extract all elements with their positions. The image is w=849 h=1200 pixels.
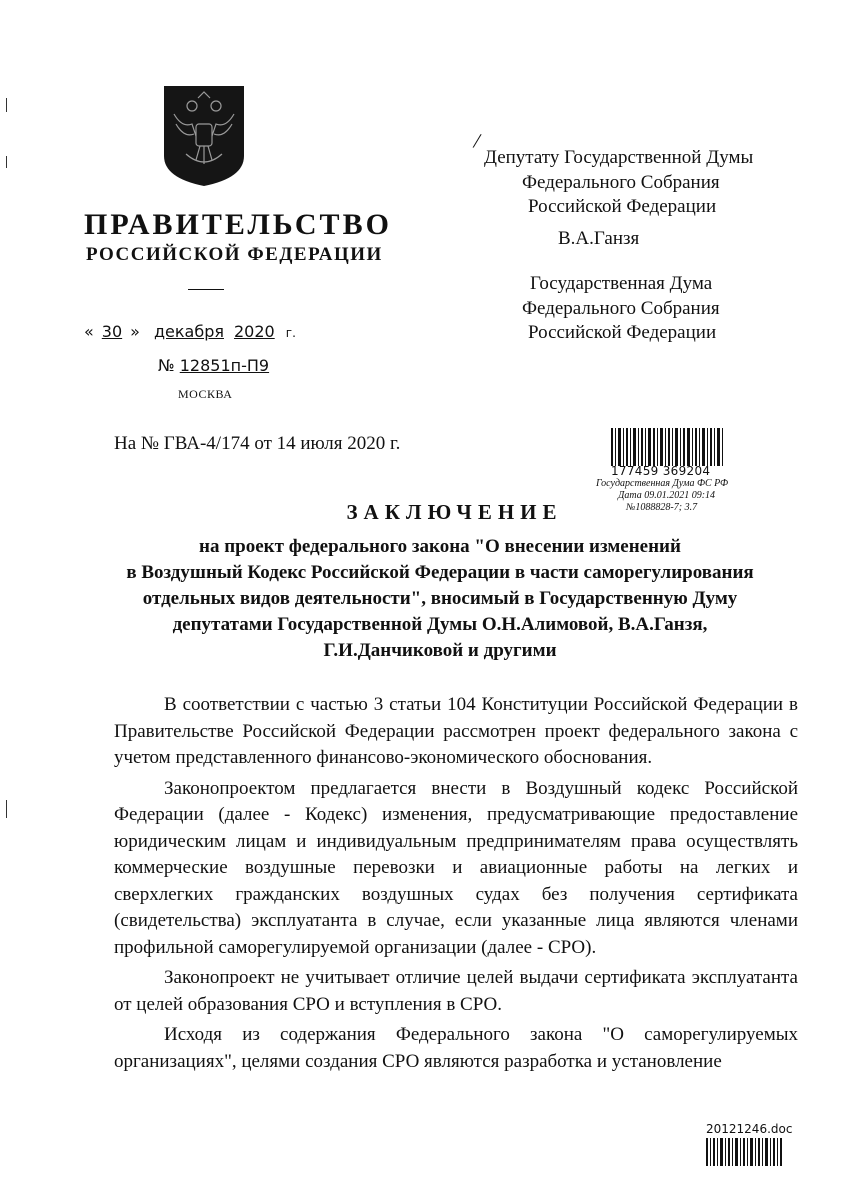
date-year: 2020 <box>233 322 275 341</box>
addressee-line: Российской Федерации <box>528 196 717 217</box>
document-number <box>158 356 269 375</box>
organization-line: Российской Федерации <box>528 322 717 343</box>
addressee-line: Федерального Собрания <box>522 171 720 193</box>
body-text <box>114 692 798 1079</box>
addressee-block <box>480 146 810 220</box>
handwritten-mark: / <box>471 127 483 154</box>
subtitle-line: депутатами Государственной Думы О.Н.Алимовой, В.А.Ганзя, <box>172 614 708 635</box>
city-label: МОСКВА <box>178 387 233 401</box>
government-title: ПРАВИТЕЛЬСТВО <box>84 208 392 241</box>
registration-barcode <box>610 428 724 466</box>
scan-margin-mark <box>6 800 7 818</box>
addressee-line: Депутату Государственной Думы <box>484 147 754 168</box>
government-subtitle: РОССИЙСКОЙ ФЕДЕРАЦИИ <box>86 244 383 265</box>
organization-line: Федерального Собрания <box>522 297 720 319</box>
recipient-organization <box>522 272 720 346</box>
title-divider <box>188 289 224 290</box>
scan-margin-mark <box>6 98 7 112</box>
state-emblem-icon <box>162 84 246 188</box>
number-sign: № <box>158 356 175 375</box>
scan-margin-mark <box>6 156 7 168</box>
barcode-number: 177459 369204 <box>611 464 711 478</box>
addressee-name: В.А.Ганзя <box>558 228 640 249</box>
conclusion-title: ЗАКЛЮЧЕНИЕ <box>346 500 563 524</box>
subtitle-line: в Воздушный Кодекс Российской Федерации в части саморегулирования <box>126 562 754 583</box>
document-code: 20121246.doc <box>706 1122 793 1136</box>
body-paragraph: Законопроект не учитывает отличие целей выдачи сертификата эксплуатанта от целей образования СРО и вступления в СРО. <box>114 967 798 1015</box>
date-month: декабря <box>153 322 224 341</box>
body-paragraph: Исходя из содержания Федерального закона "О саморегулируемых организациях", целями создания СРО являются разработка и установление <box>114 1024 798 1072</box>
subtitle-line: отдельных видов деятельности", вносимый в Государственную Думу <box>142 588 738 609</box>
stamp-line: Государственная Дума ФС РФ <box>596 478 729 489</box>
date-suffix: г. <box>285 326 296 340</box>
subtitle-line: Г.И.Данчиковой и другими <box>323 640 557 661</box>
date-open-quote: « <box>84 322 94 341</box>
organization-line: Государственная Дума <box>530 273 713 294</box>
number-value: 12851п-П9 <box>179 356 270 375</box>
body-paragraph: В соответствии с частью 3 статьи 104 Конституции Российской Федерации в Правительстве Российской Федерации рассмотрен проект федерального закона с учетом представленного финансово-экономического обоснования. <box>114 694 798 768</box>
conclusion-subtitle <box>100 534 780 664</box>
stamp-line: №1088828-7; 3.7 <box>626 502 698 513</box>
date-close-quote: » <box>130 322 140 341</box>
stamp-line: Дата 09.01.2021 09:14 <box>618 490 716 501</box>
document-barcode <box>706 1138 782 1166</box>
body-paragraph: Законопроектом предлагается внести в Воздушный кодекс Российской Федерации (далее - Кодекс) изменения, предусматривающие предоставление юридическим лицам и индивидуальным предпринимателям права осуществлять коммерческие воздушные перевозки и авиационные работы на легких и сверхлегких гражданских воздушных судах без получения сертификата (свидетельства) эксплуатанта в случае, если указанные лица являются членами профильной саморегулируемой организации (далее - СРО). <box>114 777 798 958</box>
document-date <box>84 322 296 341</box>
reference-line: На № ГВА-4/174 от 14 июля 2020 г. <box>114 433 401 454</box>
date-day: 30 <box>101 322 123 341</box>
subtitle-line: на проект федерального закона "О внесении изменений <box>199 536 681 557</box>
